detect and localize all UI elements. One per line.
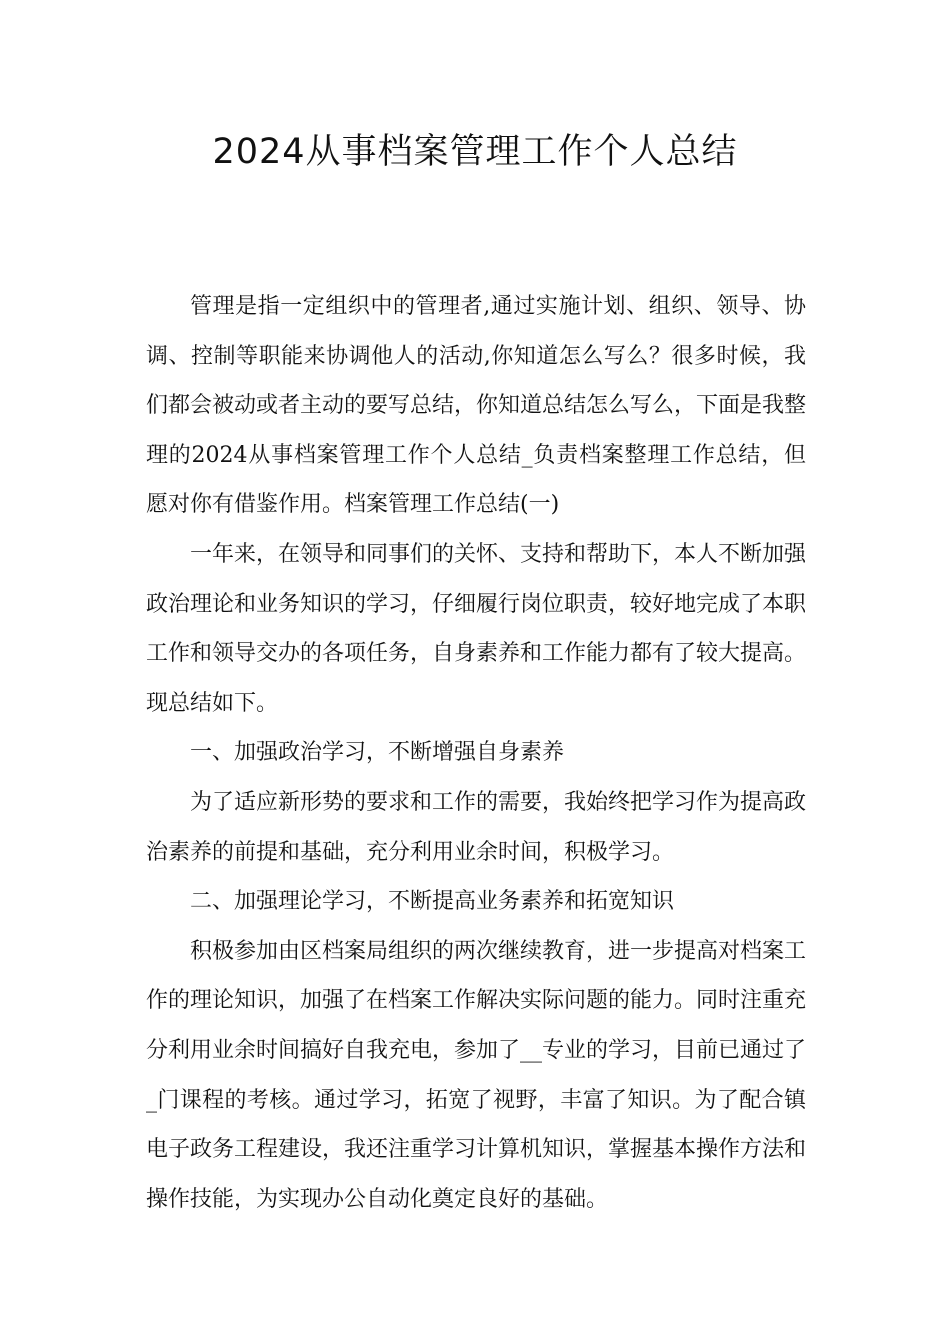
- document-body: [146, 282, 806, 1224]
- paragraph-theory-study: 积极参加由区档案局组织的两次继续教育，进一步提高对档案工作的理论知识，加强了在档案工作解决实际问题的能力。同时注重充分利用业余时间搞好自我充电，参加了__专业的学习，目前已通过了_门课程的考核。通过学习，拓宽了视野，丰富了知识。为了配合镇电子政务工程建设，我还注重学习计算机知识，掌握基本操作方法和操作技能，为实现办公自动化奠定良好的基础。: [146, 938, 807, 1212]
- paragraph-overview: 一年来，在领导和同事们的关怀、支持和帮助下，本人不断加强政治理论和业务知识的学习，仔细履行岗位职责，较好地完成了本职工作和领导交办的各项任务，自身素养和工作能力都有了较大提高。现总结如下。: [146, 541, 807, 716]
- paragraph-intro: 管理是指一定组织中的管理者,通过实施计划、组织、领导、协调、控制等职能来协调他人的活动,你知道怎么写么？很多时候，我们都会被动或者主动的要写总结，你知道总结怎么写么，下面是我整理的2024从事档案管理工作个人总结_负责档案整理工作总结，但愿对你有借鉴作用。档案管理工作总结(一): [146, 294, 807, 518]
- paragraph-political-study: 为了适应新形势的要求和工作的需要，我始终把学习作为提高政治素养的前提和基础，充分利用业余时间，积极学习。: [146, 789, 807, 865]
- section-heading-2: 二、加强理论学习，不断提高业务素养和拓宽知识: [190, 889, 675, 915]
- section-heading-1: 一、加强政治学习，不断增强自身素养: [190, 740, 565, 766]
- document-title: 2024从事档案管理工作个人总结: [212, 132, 738, 172]
